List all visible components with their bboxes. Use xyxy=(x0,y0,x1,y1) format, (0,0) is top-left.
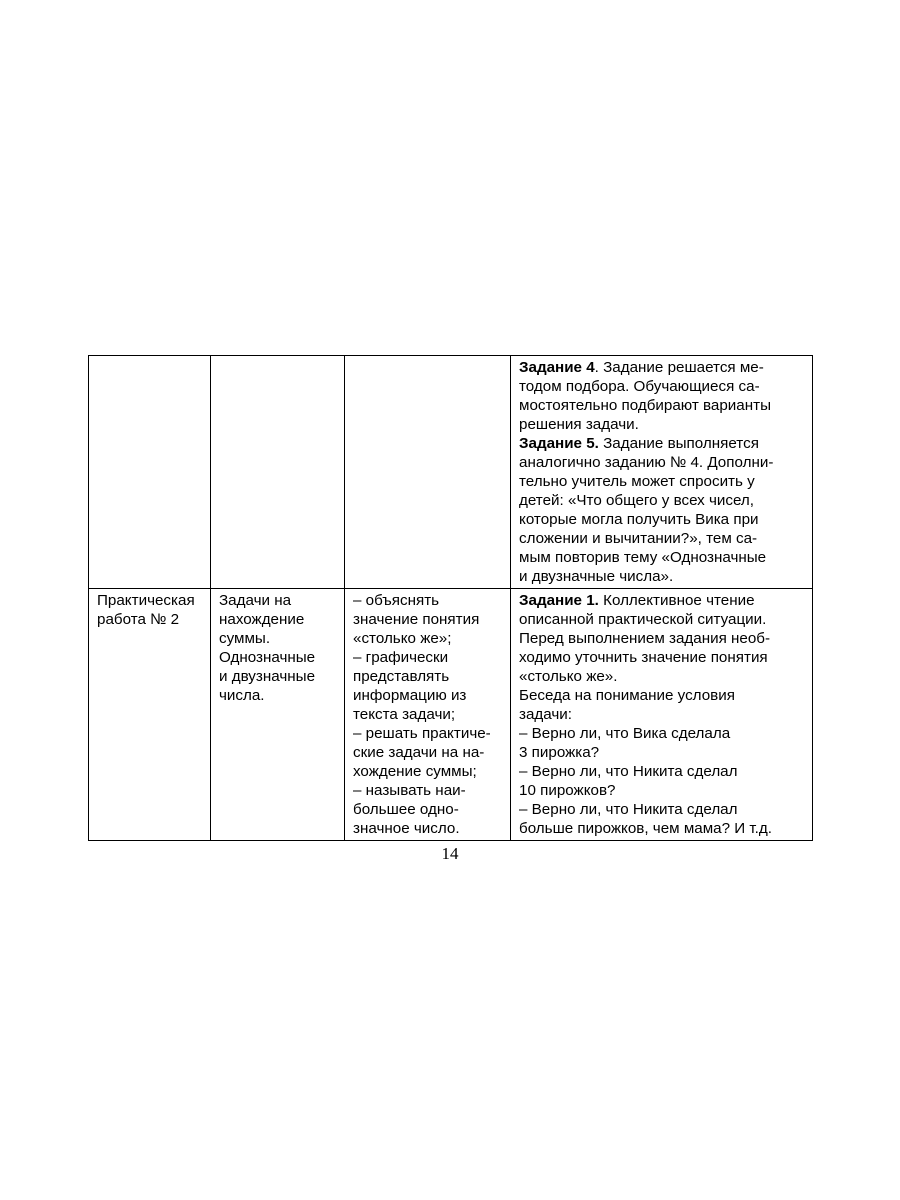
task-1-text: Коллективное чтение описанной практической ситуации. Перед выполнением задания необ- ходимо уточнить значение понятия «столько же». Беседа на понимание условия задачи: – Верно ли, что Вика сделала 3 пирожка? – Верно ли, что Никита сделал 10 пирожков? – Верно ли, что Никита сделал больше пирожков, чем мама? И т.д. xyxy=(519,592,772,837)
lesson-plan-table xyxy=(88,355,813,841)
task-5-text: Задание выполняется аналогично заданию № 4. Дополни- тельно учитель может спросить у детей: «Что общего у всех чисел, которые могла получить Вика при сложении и вычитании?», тем са- мым повторив тему «Однозначные и двузначные числа». xyxy=(519,435,774,585)
task-5-title: Задание 5. xyxy=(519,435,599,452)
task-4-title: Задание 4 xyxy=(519,359,595,376)
task-4-text: . Задание решается ме- тодом подбора. Обучающиеся са- мостоятельно подбирают варианты решения задачи. xyxy=(519,359,771,433)
page-number: 14 xyxy=(441,844,459,863)
cell-activities xyxy=(511,589,813,841)
cell-lesson-title xyxy=(89,356,211,589)
task-1-title: Задание 1. xyxy=(519,592,599,609)
cell-skills: – объяснять значение понятия «столько же»; – графически представлять информацию из текста задачи; – решать практиче- ские задачи на на- хождение суммы; – называть наи- большее одно- значное число. xyxy=(345,589,511,841)
cell-topic: Задачи на нахождение суммы. Однозначные и двузначные числа. xyxy=(211,589,345,841)
cell-skills xyxy=(345,356,511,589)
table-row xyxy=(89,356,813,589)
cell-activities xyxy=(511,356,813,589)
cell-lesson-title: Практическая работа № 2 xyxy=(89,589,211,841)
table-row xyxy=(89,589,813,841)
cell-topic xyxy=(211,356,345,589)
